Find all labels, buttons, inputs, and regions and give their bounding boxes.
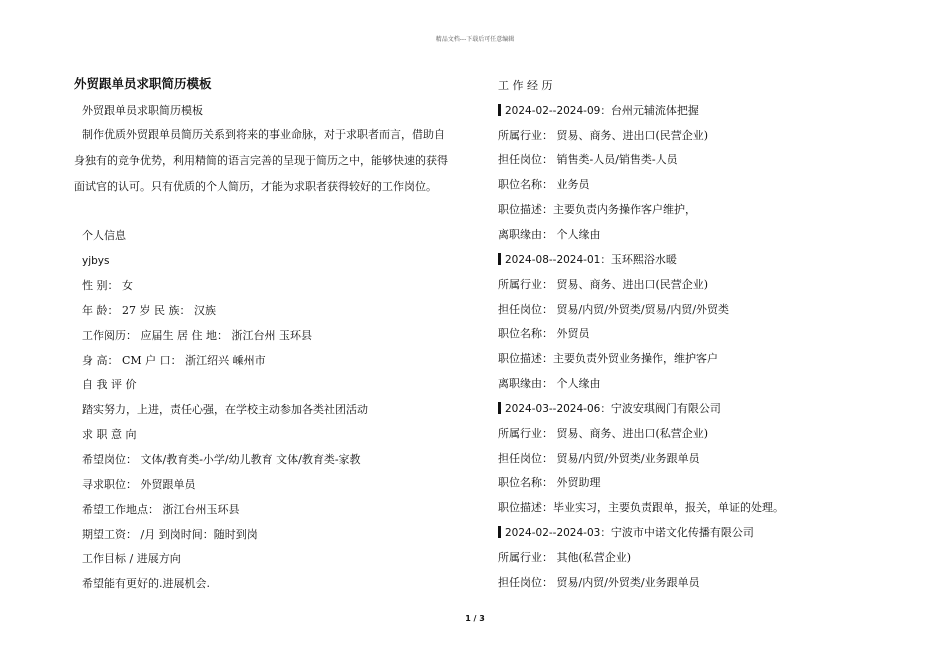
job-1-company: 台州元辅流体把握 [610, 104, 699, 117]
job-marker-bar [498, 526, 501, 538]
seeking-post-row: 寻求职位： 外贸跟单员 [82, 478, 196, 491]
job-2-post: 担任岗位： 贸易/内贸/外贸类/贸易/内贸/外贸类 [498, 303, 730, 316]
job-2-leave: 离职缘由： 个人缘由 [498, 377, 601, 390]
job-2-desc: 职位描述：主要负责外贸业务操作，维护客户 [498, 352, 718, 365]
job-2-title: 职位名称： 外贸员 [498, 327, 590, 340]
job-marker-bar [498, 253, 501, 265]
section-work-goal: 工作目标 / 进展方向 [82, 552, 181, 565]
job-3-company: 宁波安琪阀门有限公司 [610, 402, 721, 415]
job-2-period: 2024-08--2024-01： [505, 254, 611, 266]
job-2-company: 玉环熙浴水暖 [610, 253, 677, 266]
page-number: 1 / 3 [465, 614, 485, 623]
document-subtitle: 外贸跟单员求职简历模板 [82, 104, 203, 117]
salary-row: 期望工资： /月 到岗时间：随时到岗 [82, 528, 258, 541]
section-personal-info: 个人信息 [82, 229, 126, 242]
job-1-period: 2024-02--2024-09： [505, 105, 611, 117]
experience-row: 工作阅历： 应届生 居 住 地： 浙江台州 玉环县 [82, 329, 312, 342]
desired-location-row: 希望工作地点： 浙江台州玉环县 [82, 503, 240, 516]
job-1-header [498, 104, 699, 118]
job-4-industry: 所属行业： 其他(私营企业) [498, 551, 632, 564]
job-4-company: 宁波市中诺文化传播有限公司 [610, 526, 754, 539]
intro-line-1: 制作优质外贸跟单员简历关系到将来的事业命脉，对于求职者而言，借助自 [82, 128, 445, 141]
desired-post-row: 希望岗位： 文体/教育类-小学/幼儿教育 文体/教育类-家教 [82, 453, 361, 466]
section-self-evaluation: 自 我 评 价 [82, 378, 137, 391]
section-work-experience: 工 作 经 历 [498, 79, 553, 92]
job-3-header [498, 402, 721, 416]
applicant-name: yjbys [82, 255, 110, 267]
job-3-post: 担任岗位： 贸易/内贸/外贸类/业务跟单员 [498, 452, 700, 465]
job-1-post: 担任岗位： 销售类-人员/销售类-人员 [498, 153, 678, 166]
job-1-desc: 职位描述：主要负责内务操作客户维护， [498, 203, 696, 216]
intro-line-3: 面试官的认可。只有优质的个人简历，才能为求职者获得较好的工作岗位。 [74, 180, 437, 193]
job-1-industry: 所属行业： 贸易、商务、进出口(民营企业) [498, 129, 709, 142]
job-2-industry: 所属行业： 贸易、商务、进出口(民营企业) [498, 278, 709, 291]
job-1-title: 职位名称： 业务员 [498, 178, 590, 191]
section-job-intent: 求 职 意 向 [82, 428, 137, 441]
job-marker-bar [498, 104, 501, 116]
job-3-period: 2024-03--2024-06： [505, 403, 611, 415]
height-row: 身 高： CM 户 口： 浙江绍兴 嵊州市 [82, 354, 266, 367]
gender-row: 性 别： 女 [82, 279, 133, 292]
self-evaluation-text: 踏实努力，上进，责任心强，在学校主动参加各类社团活动 [82, 403, 368, 416]
header-note: 精品文档---下载后可任意编辑 [435, 36, 515, 43]
job-3-desc: 职位描述：毕业实习，主要负责跟单，报关，单证的处理。 [498, 501, 784, 514]
job-3-title: 职位名称： 外贸助理 [498, 476, 601, 489]
job-2-header [498, 253, 677, 267]
job-4-header [498, 526, 754, 540]
job-3-industry: 所属行业： 贸易、商务、进出口(私营企业) [498, 427, 709, 440]
job-marker-bar [498, 402, 501, 414]
job-4-post: 担任岗位： 贸易/内贸/外贸类/业务跟单员 [498, 576, 700, 589]
document-title: 外贸跟单员求职简历模板 [74, 76, 212, 91]
job-1-leave: 离职缘由： 个人缘由 [498, 228, 601, 241]
intro-line-2: 身独有的竞争优势，利用精简的语言完善的呈现于简历之中，能够快速的获得 [74, 154, 448, 167]
job-4-period: 2024-02--2024-03： [505, 527, 611, 539]
age-row: 年 龄： 27 岁 民 族： 汉族 [82, 304, 216, 317]
work-goal-text: 希望能有更好的.进展机会. [82, 577, 210, 590]
